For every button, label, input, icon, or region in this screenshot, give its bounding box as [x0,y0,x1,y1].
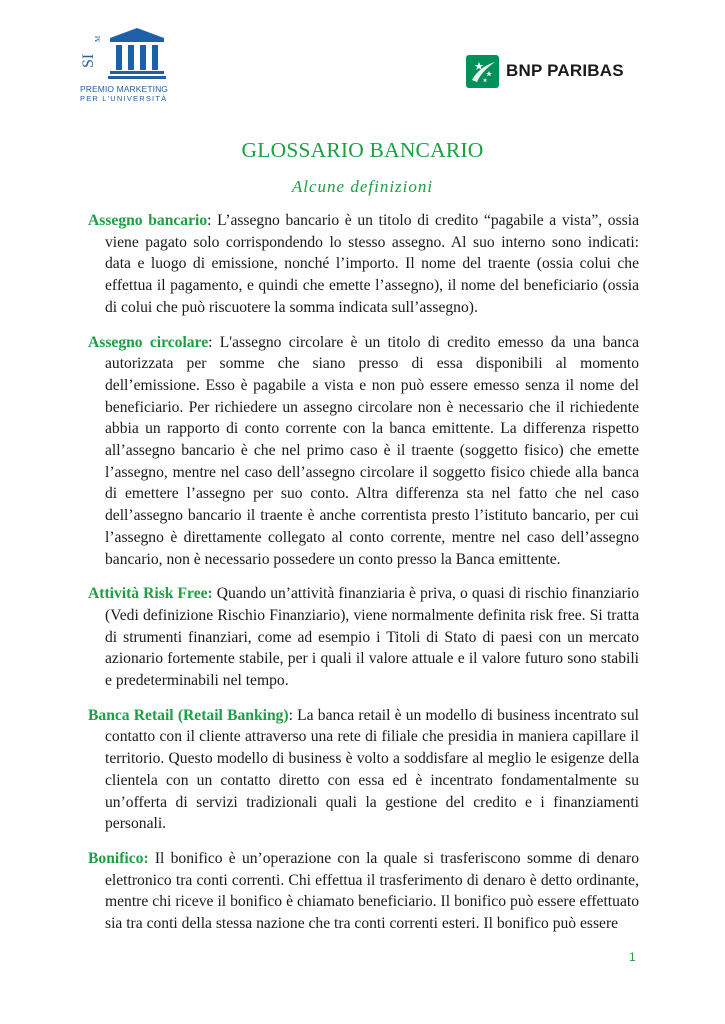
glossary-term: Attività Risk Free: [88,585,213,603]
glossary-definition: Il bonifico è un’operazione con la quale si trasferiscono somme di denaro elettronico tra conti correnti. Chi effettua il trasferimento di denaro è detto ordinante, mentre chi riceve il bonifico è chiamato beneficiario. Il bonifico può essere effettuato sia tra conti della stessa nazione che tra conti correnti esteri. Il bonifico può essere [105,849,639,933]
document-subtitle: Alcune definizioni [291,177,434,196]
glossary-term: Assegno circolare [88,333,209,351]
glossary-entry [88,332,639,571]
svg-text:M: M [94,35,102,42]
term-separator: : [208,333,213,351]
logo-caption-line1: PREMIO MARKETING [80,84,169,94]
glossary-definition: La banca retail è un modello di business incentrato sul contatto con il cliente attraverso una rete di filiale che presidia in maniera capillare il territorio. Questo modello di business è volto a soddisfare al meglio le esigenze della clientela con un contatto diretto con essa ed è incentrato fondamentalmente su un’offerta di servizi tradizionali quali la gestione del credito e i finanziamenti personali. [105,706,639,833]
bnp-paribas-logo [466,55,646,89]
glossary-entry [88,848,639,935]
glossary-entry [88,210,639,319]
monogram-text: SI [80,53,97,68]
premio-marketing-logo [80,28,185,108]
logo-caption-line2: PER L'UNIVERSITÀ [80,94,168,103]
page-number: 1 [629,950,636,964]
glossary-entry [88,705,639,835]
glossary-body [88,210,639,948]
brand-name: BNP PARIBAS [506,61,624,80]
term-separator: : [207,212,212,229]
logo-caption [80,84,190,104]
glossary-term: Banca Retail (Retail Banking) [88,706,289,724]
glossary-definition: L’assegno bancario è un titolo di credito “pagabile a vista”, ossia viene pagato solo corrispondendo lo stesso assegno. Al suo interno sono indicati: data e luogo di emissione, nonché l’importo. Il nome del traente (ossia colui che effettua il pagamento, e quindi che emette l’assegno), il nome del beneficiario (ossia di colui che può riscuotere la somma indicata sull’assegno). [105,212,639,316]
glossary-term: Bonifico: [88,849,149,867]
document-title: GLOSSARIO BANCARIO [241,138,484,162]
stars-icon [466,55,499,88]
glossary-definition: Quando un’attività finanziaria è priva, o quasi di rischio finanziario (Vedi definizione Rischio Finanziario), viene normalmente definita risk free. Si tratta di strumenti finanziari, come ad esempio i Titoli di Stato di paesi con un mercato azionario fortemente stabile, per i quali il valore attuale e il valore futuro sono stabili e predeterminabili nel tempo. [105,585,639,690]
building-icon [80,28,170,86]
glossary-term: Assegno bancario [88,212,208,229]
glossary-entry [88,583,639,692]
term-separator: : [288,706,293,724]
glossary-definition: L'assegno circolare è un titolo di credito emesso da una banca autorizzata per somme che siano presso di essa disponibili al momento dell’emissione. Esso è pagabile a vista e non può essere emesso senza il nome del beneficiario. Per richiedere un assegno circolare non è necessario che il richiedente abbia un rapporto di conto corrente con la banca emittente. La differenza rispetto all’assegno bancario è che nel primo caso è il traente (soggetto fisico) che emette l’assegno, mentre nel caso dell’assegno circolare il soggetto fisico chiede alla banca di emettere l’assegno per suo conto. Altra differenza sta nel fatto che nel caso dell’assegno bancario il traente è anche correntista presto l’istituto bancario, per cui l’assegno è direttamente collegato al conto corrente, mentre nel caso dell’assegno bancario, non è necessario possedere un conto presso la Banca emittente. [105,333,639,568]
